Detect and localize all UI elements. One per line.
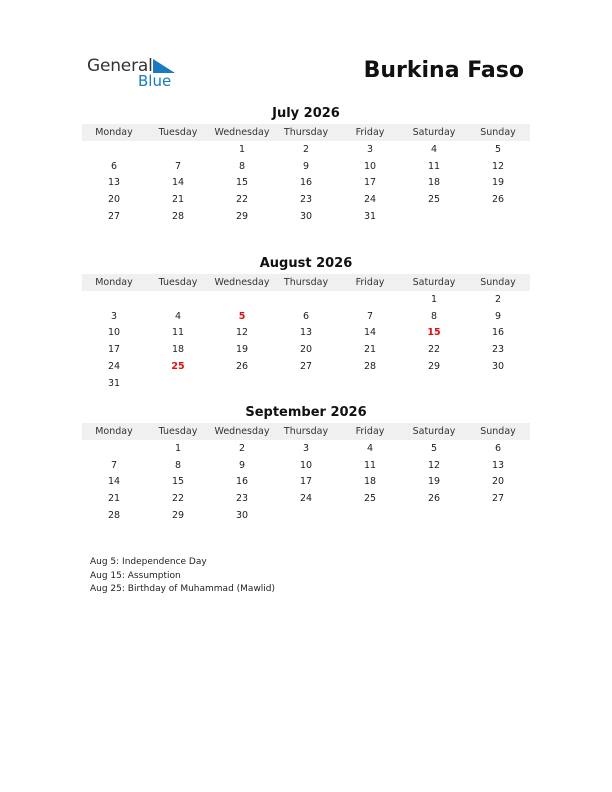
week-row [82, 325, 530, 342]
day-cell: 23 [235, 493, 249, 505]
weekday-label: Tuesday [158, 277, 198, 288]
day-cell: 31 [107, 377, 121, 389]
day-cell: 18 [363, 476, 377, 488]
weekday-label: Wednesday [214, 127, 270, 138]
weekday-label: Saturday [412, 277, 456, 288]
weekday-header [82, 274, 530, 291]
weekday-label: Thursday [283, 127, 329, 138]
weekday-label: Wednesday [214, 426, 270, 437]
day-cell: 11 [171, 327, 185, 339]
day-cell: 13 [299, 327, 313, 339]
weekday-header [82, 124, 530, 141]
weekday-label: Friday [355, 277, 385, 288]
day-cell: 17 [363, 177, 377, 189]
day-cell: 26 [235, 361, 249, 373]
week-row [82, 158, 530, 175]
week-row [82, 341, 530, 358]
weekday-label: Thursday [283, 277, 329, 288]
month-september [82, 405, 530, 524]
day-cell: 11 [427, 160, 441, 172]
day-cell: 17 [107, 344, 121, 356]
day-cell: 2 [494, 293, 502, 305]
day-cell: 27 [491, 493, 505, 505]
month-july [82, 106, 530, 225]
holiday-item: Aug 15: Assumption [90, 570, 181, 581]
day-cell: 27 [299, 361, 313, 373]
day-cell: 22 [427, 344, 441, 356]
day-cell: 25 [427, 194, 441, 206]
day-cell: 31 [363, 211, 377, 223]
weekday-label: Friday [355, 426, 385, 437]
day-cell: 5 [238, 310, 246, 322]
day-cell: 29 [171, 510, 185, 522]
day-cell: 20 [299, 344, 313, 356]
day-cell: 24 [107, 361, 121, 373]
day-cell: 13 [107, 177, 121, 189]
day-cell: 24 [363, 194, 377, 206]
day-cell: 17 [299, 476, 313, 488]
day-cell: 9 [302, 160, 310, 172]
day-cell: 15 [235, 177, 249, 189]
logo [87, 56, 187, 92]
weekday-label: Monday [95, 426, 133, 437]
week-row [82, 457, 530, 474]
week-row [82, 175, 530, 192]
day-cell: 28 [171, 211, 185, 223]
weekday-label: Thursday [283, 426, 329, 437]
day-cell: 26 [427, 493, 441, 505]
day-cell: 9 [238, 459, 246, 471]
day-cell: 25 [363, 493, 377, 505]
day-cell: 2 [238, 442, 246, 454]
day-cell: 7 [110, 459, 118, 471]
day-cell: 22 [171, 493, 185, 505]
weekday-label: Wednesday [214, 277, 270, 288]
day-cell: 2 [302, 143, 310, 155]
day-cell: 20 [491, 476, 505, 488]
week-row [82, 191, 530, 208]
day-cell: 23 [491, 344, 505, 356]
month-august [82, 256, 530, 392]
day-cell: 30 [235, 510, 249, 522]
day-cell: 18 [171, 344, 185, 356]
day-cell: 3 [110, 310, 118, 322]
day-cell: 14 [107, 476, 121, 488]
logo-general-text: General [87, 56, 153, 76]
day-cell: 1 [174, 442, 182, 454]
week-row [82, 507, 530, 524]
weekday-label: Tuesday [158, 127, 198, 138]
day-cell: 16 [299, 177, 313, 189]
day-cell: 19 [491, 177, 505, 189]
week-row [82, 474, 530, 491]
weekday-label: Saturday [412, 426, 456, 437]
country-title: Burkina Faso [363, 58, 524, 83]
day-cell: 1 [238, 143, 246, 155]
weekday-label: Monday [95, 127, 133, 138]
day-cell: 24 [299, 493, 313, 505]
week-row [82, 308, 530, 325]
day-cell: 30 [491, 361, 505, 373]
weekday-label: Saturday [412, 127, 456, 138]
week-row [82, 440, 530, 457]
day-cell: 6 [494, 442, 502, 454]
day-cell: 4 [430, 143, 438, 155]
month-title: August 2026 [259, 256, 353, 271]
day-cell: 29 [427, 361, 441, 373]
day-cell: 28 [107, 510, 121, 522]
day-cell: 21 [171, 194, 185, 206]
day-cell: 6 [302, 310, 310, 322]
month-title: September 2026 [245, 405, 367, 420]
week-row [82, 208, 530, 225]
day-cell: 29 [235, 211, 249, 223]
holiday-item: Aug 25: Birthday of Muhammad (Mawlid) [90, 584, 276, 594]
day-cell: 4 [366, 442, 374, 454]
day-cell: 14 [363, 327, 377, 339]
day-cell: 8 [238, 160, 246, 172]
day-cell: 7 [366, 310, 374, 322]
day-cell: 3 [366, 143, 374, 155]
weekday-label: Sunday [480, 127, 516, 138]
week-row [82, 291, 530, 308]
month-title: July 2026 [272, 106, 340, 121]
day-cell: 21 [107, 493, 121, 505]
day-cell: 20 [107, 194, 121, 206]
day-cell: 16 [235, 476, 249, 488]
day-cell: 13 [491, 459, 505, 471]
weekday-header [82, 423, 530, 440]
day-cell: 8 [174, 459, 182, 471]
logo-blue-text: Blue [138, 72, 172, 90]
day-cell: 5 [494, 143, 502, 155]
day-cell: 9 [494, 310, 502, 322]
day-cell: 30 [299, 211, 313, 223]
day-cell: 19 [427, 476, 441, 488]
week-row [82, 141, 530, 158]
day-cell: 22 [235, 194, 249, 206]
week-row [82, 490, 530, 507]
day-cell: 23 [299, 194, 313, 206]
week-row [82, 358, 530, 375]
day-cell: 1 [430, 293, 438, 305]
day-cell: 7 [174, 160, 182, 172]
day-cell: 6 [110, 160, 118, 172]
holiday-item: Aug 5: Independence Day [90, 557, 207, 567]
day-cell: 21 [363, 344, 377, 356]
weekday-label: Monday [95, 277, 133, 288]
day-cell: 14 [171, 177, 185, 189]
day-cell: 26 [491, 194, 505, 206]
day-cell: 11 [363, 459, 377, 471]
day-cell: 5 [430, 442, 438, 454]
day-cell: 12 [427, 459, 441, 471]
day-cell: 8 [430, 310, 438, 322]
day-cell: 19 [235, 344, 249, 356]
day-cell: 25 [171, 361, 185, 373]
weekday-label: Tuesday [158, 426, 198, 437]
day-cell: 15 [427, 327, 441, 339]
day-cell: 10 [363, 160, 377, 172]
day-cell: 15 [171, 476, 185, 488]
day-cell: 12 [491, 160, 505, 172]
day-cell: 10 [107, 327, 121, 339]
day-cell: 3 [302, 442, 310, 454]
day-cell: 12 [235, 327, 249, 339]
day-cell: 16 [491, 327, 505, 339]
day-cell: 4 [174, 310, 182, 322]
week-row [82, 375, 530, 392]
holiday-list [90, 556, 275, 597]
logo-triangle-icon [153, 59, 175, 73]
weekday-label: Sunday [480, 277, 516, 288]
day-cell: 27 [107, 211, 121, 223]
day-cell: 10 [299, 459, 313, 471]
day-cell: 18 [427, 177, 441, 189]
day-cell: 28 [363, 361, 377, 373]
weekday-label: Sunday [480, 426, 516, 437]
weekday-label: Friday [355, 127, 385, 138]
